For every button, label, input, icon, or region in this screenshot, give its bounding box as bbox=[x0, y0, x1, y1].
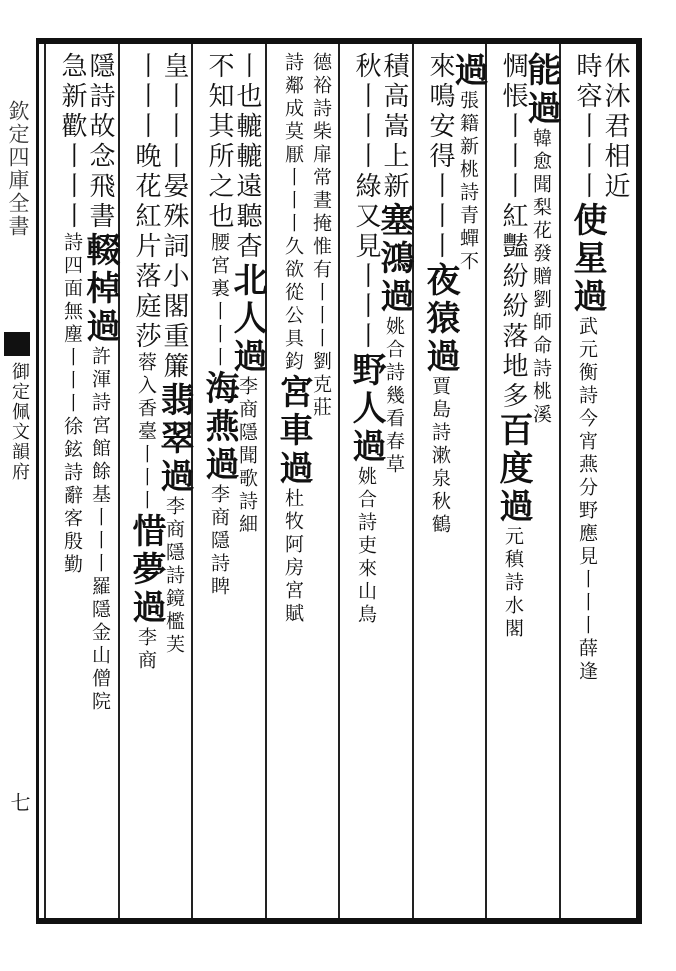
headword: 夜猿過 bbox=[420, 262, 460, 376]
text-line bbox=[58, 52, 86, 914]
annotation-text: 詩鄰成莫厭丨丨丨久欲從公具鈞 bbox=[282, 52, 304, 374]
annotation-text: 元稹詩水閣 bbox=[502, 526, 524, 641]
text-line bbox=[448, 52, 488, 914]
text-line bbox=[493, 52, 533, 914]
annotation-text: 蓉入香臺丨丨丨 bbox=[135, 352, 157, 513]
annotation-text: 杜牧阿房宮賦 bbox=[282, 488, 304, 626]
headword: 輟棹過 bbox=[80, 232, 120, 346]
annotation-text: 李商 bbox=[135, 627, 157, 673]
annotation-text: 腰宮裏丨丨丨 bbox=[208, 232, 230, 370]
column-rule bbox=[118, 44, 120, 918]
headword: 百度過 bbox=[493, 412, 533, 526]
annotation-text: 姚合詩幾看春草 bbox=[383, 316, 405, 477]
column-rule bbox=[559, 44, 561, 918]
annotation-text: 李商隱詩鏡檻芙 bbox=[163, 496, 185, 657]
body-text: 時容丨丨丨 bbox=[572, 52, 602, 202]
text-line bbox=[567, 52, 607, 914]
body-text: 來鳴安得丨丨丨 bbox=[425, 52, 455, 262]
text-line bbox=[80, 52, 120, 914]
column-rule bbox=[265, 44, 267, 918]
fishtail-book-title: 御定佩文韻府 bbox=[9, 362, 30, 482]
annotation-text: 武元衡詩今宵燕分野應見丨丨丨薛逢 bbox=[576, 316, 598, 684]
headword: 海燕過 bbox=[199, 370, 239, 484]
headword: 宮車過 bbox=[273, 374, 313, 488]
text-column bbox=[342, 52, 414, 914]
text-column bbox=[269, 52, 335, 914]
annotation-text: 李商隱詩睥 bbox=[208, 484, 230, 599]
headword: 塞鴻過 bbox=[374, 202, 414, 316]
text-column bbox=[122, 52, 194, 914]
annotation-text: 姚合詩吏來山鳥 bbox=[355, 466, 377, 627]
text-line bbox=[346, 52, 386, 914]
text-line bbox=[199, 52, 239, 914]
text-line bbox=[601, 52, 629, 914]
annotation-text: 張籍新桃詩青蟬不 bbox=[457, 90, 479, 274]
text-line bbox=[126, 52, 166, 914]
text-column bbox=[48, 52, 120, 914]
column-rule bbox=[412, 44, 414, 918]
frame-bottom-border bbox=[36, 918, 642, 924]
annotation-text: 賈島詩漱泉秋鶴 bbox=[429, 376, 451, 537]
body-text: 不知其所之也 bbox=[204, 52, 234, 232]
body-text: 休沐君相近 bbox=[600, 52, 630, 202]
text-line bbox=[374, 52, 414, 914]
body-text: 急新歡丨丨丨 bbox=[57, 52, 87, 232]
annotation-text: 許渾詩宮館餘基丨丨丨羅隱金山僧院 bbox=[89, 346, 111, 714]
text-column bbox=[416, 52, 488, 914]
body-text: 皇丨丨丨晏殊詞小閣重簾 bbox=[159, 52, 189, 382]
body-text: 隱詩故念飛書 bbox=[85, 52, 115, 232]
headword: 過 bbox=[448, 52, 488, 90]
column-rule bbox=[338, 44, 340, 918]
headword: 翡翠過 bbox=[154, 382, 194, 496]
body-text: 丨也轆轆遠聽杳 bbox=[232, 52, 262, 262]
annotation-text: 詩四面無塵丨丨丨徐鉉詩辭客殷勤 bbox=[61, 232, 83, 577]
column-rule bbox=[485, 44, 487, 918]
body-text: 惆悵丨丨丨紅豔紛紛落地多 bbox=[498, 52, 528, 412]
fishtail-black-block bbox=[4, 332, 30, 356]
text-column bbox=[489, 52, 561, 914]
column-rule bbox=[44, 44, 46, 918]
body-text: 積高嵩上新 bbox=[379, 52, 409, 202]
fishtail-page-number: 七 bbox=[7, 792, 31, 812]
fishtail-strip bbox=[0, 40, 34, 920]
text-line bbox=[154, 52, 194, 914]
text-line bbox=[273, 52, 313, 914]
headword: 能過 bbox=[521, 52, 561, 128]
annotation-text: 李商隱聞歌詩細 bbox=[236, 376, 258, 537]
headword: 北人過 bbox=[227, 262, 267, 376]
headword: 野人過 bbox=[346, 352, 386, 466]
text-line bbox=[420, 52, 460, 914]
headword: 惜夢過 bbox=[126, 513, 166, 627]
body-text: 丨丨丨晚花紅片落庭莎 bbox=[131, 52, 161, 352]
annotation-text: 德裕詩柴扉常晝掩惟有丨丨丨劉克莊 bbox=[310, 52, 332, 420]
frame-right-border bbox=[636, 38, 642, 924]
frame-left-border bbox=[36, 38, 39, 924]
annotation-text: 韓愈聞梨花發贈劉師命詩桃溪 bbox=[530, 128, 552, 427]
text-column bbox=[563, 52, 629, 914]
body-text: 秋丨丨丨綠又見丨丨丨 bbox=[351, 52, 381, 352]
text-column bbox=[195, 52, 267, 914]
headword: 使星過 bbox=[567, 202, 607, 316]
fishtail-series-title: 欽定四庫全書 bbox=[6, 100, 30, 238]
